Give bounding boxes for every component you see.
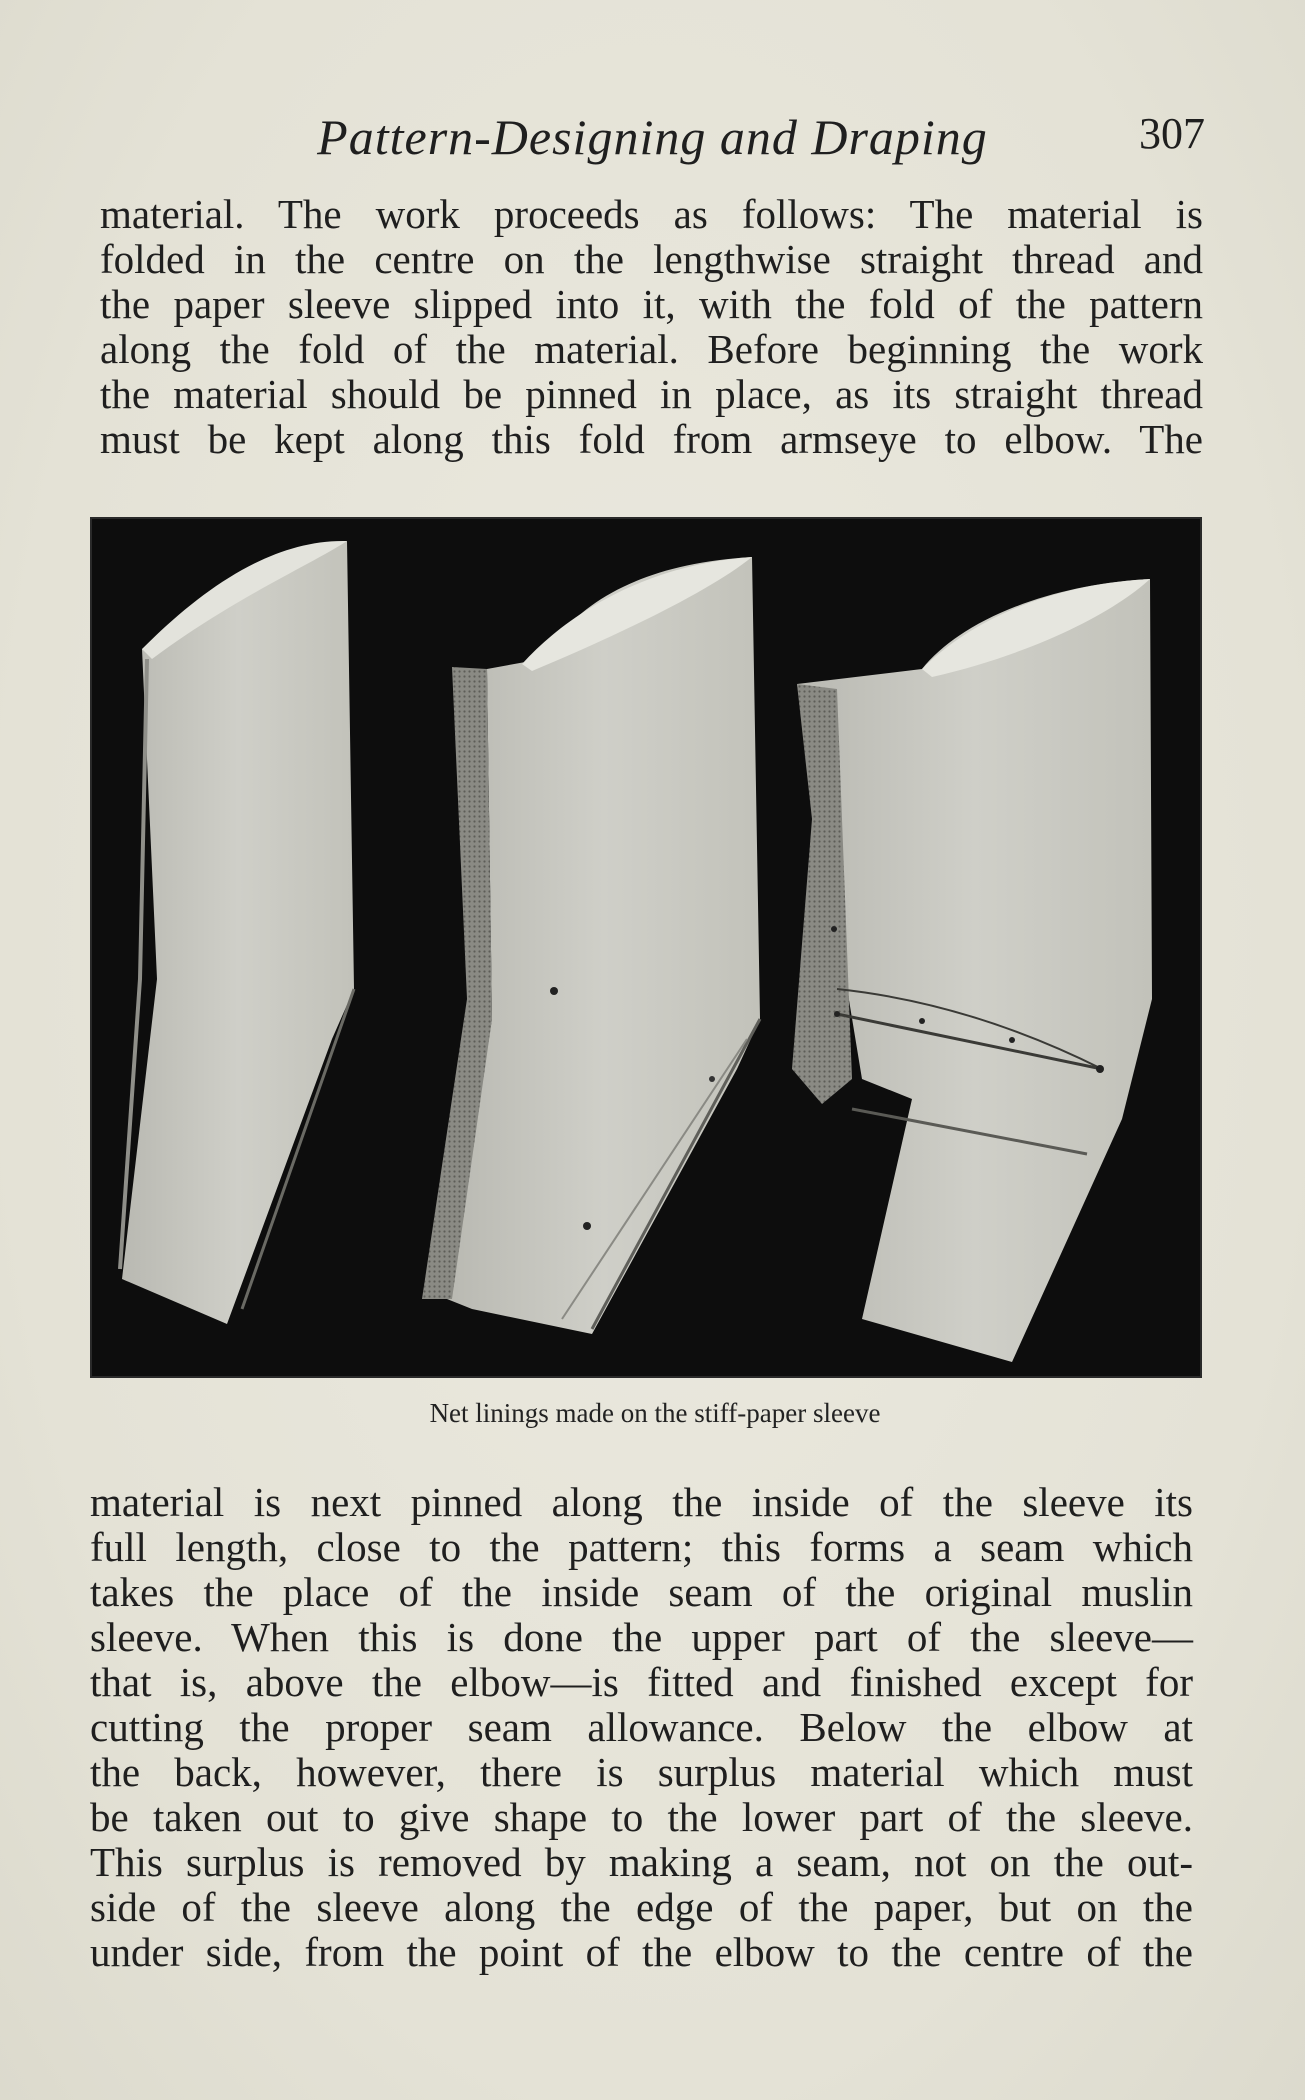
text-line: full length, close to the pattern; this forms a seam which xyxy=(90,1524,1193,1570)
page-header xyxy=(100,108,1205,168)
page-number: 307 xyxy=(1139,109,1205,158)
text-line: the paper sleeve slipped into it, with the fold of the pattern xyxy=(100,281,1203,327)
running-title: Pattern-Designing and Draping xyxy=(317,109,988,165)
text-line: material is next pinned along the inside of the sleeve its xyxy=(90,1479,1193,1525)
text-line: be taken out to give shape to the lower part of the sleeve. xyxy=(90,1794,1193,1840)
text-line: This surplus is removed by making a seam, not on the out- xyxy=(90,1839,1193,1885)
text-line: the back, however, there is surplus material which must xyxy=(90,1749,1193,1795)
text-line: folded in the centre on the lengthwise straight thread and xyxy=(100,236,1203,282)
text-line: side of the sleeve along the edge of the paper, but on the xyxy=(90,1884,1193,1930)
text-line: along the fold of the material. Before beginning the work xyxy=(100,326,1203,372)
text-line: sleeve. When this is done the upper part of the sleeve— xyxy=(90,1614,1193,1660)
figure-caption: Net linings made on the stiff-paper sleeve xyxy=(429,1398,881,1428)
text-line: takes the place of the inside seam of the original muslin xyxy=(90,1569,1193,1615)
text-line: cutting the proper seam allowance. Below the elbow at xyxy=(90,1704,1193,1750)
text-line: the material should be pinned in place, as its straight thread xyxy=(100,371,1203,417)
text-line: that is, above the elbow—is fitted and finished except for xyxy=(90,1659,1193,1705)
text-line: under side, from the point of the elbow to the centre of the xyxy=(90,1929,1193,1975)
paragraph-bottom xyxy=(90,1480,1193,1975)
sleeve-photograph xyxy=(90,517,1202,1378)
text-line: must be kept along this fold from armseye to elbow. The xyxy=(100,416,1203,462)
text-line: material. The work proceeds as follows: The material is xyxy=(100,191,1203,237)
paragraph-top xyxy=(100,192,1203,462)
